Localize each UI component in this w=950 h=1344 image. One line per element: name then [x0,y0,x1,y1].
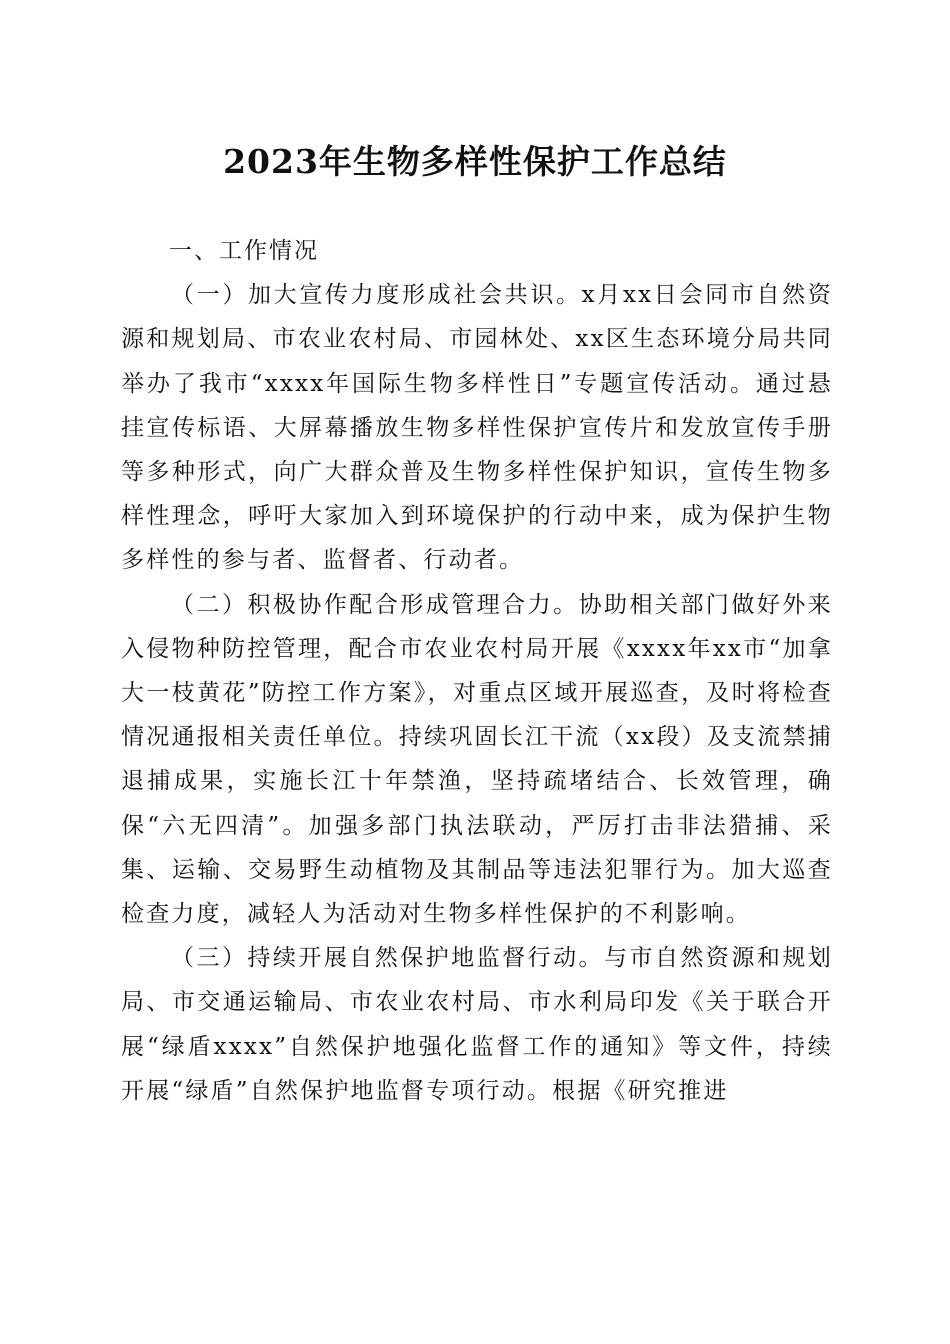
document-body [121,229,833,1113]
paragraph-cooperation [121,583,833,937]
document-title: 2023年生物多样性保护工作总结 [223,142,727,181]
paragraph-supervision [121,936,833,1113]
section-heading: 一、工作情况 [169,238,319,264]
paragraph-body: 协助相关部门做好外来入侵物种防控管理，配合市农业农村局开展《xxxx年xx市“加拿大一枝黄花”防控工作方案》，对重点区域开展巡查，及时将检查情况通报相关责任单位。持续巩固长江干流（xx段）及支流禁捕退捕成果，实施长江十年禁渔，坚持疏堵结合、长效管理，确保“六无四清”。加强多部门执法联动，严厉打击非法猎捕、采集、运输、交易野生动植物及其制品等违法犯罪行为。加大巡查检查力度，减轻人为活动对生物多样性保护的不利影响。 [121,591,834,928]
paragraph-lead: （三）持续开展自然保护地监督行动。 [171,945,605,972]
paragraph-publicity [121,273,833,582]
paragraph-lead: （二）积极协作配合形成管理合力。 [171,591,579,618]
paragraph-lead: （一）加大宣传力度形成社会共识。 [171,282,582,309]
paragraph-body: x月xx日会同市自然资源和规划局、市农业农村局、市园林处、xx区生态环境分局共同举办了我市“xxxx年国际生物多样性日”专题宣传活动。通过悬挂宣传标语、大屏幕播放生物多样性保护宣传片和发放宣传手册等多种形式，向广大群众普及生物多样性保护知识，宣传生物多样性理念，呼吁大家加入到环境保护的行动中来，成为保护生物多样性的参与者、监督者、行动者。 [121,282,833,574]
paragraph-body: 与市自然资源和规划局、市交通运输局、市农业农村局、市水利局印发《关于联合开展“绿盾xxxx”自然保护地强化监督工作的通知》等文件，持续开展“绿盾”自然保护地监督专项行动。根据《研究推进 [121,945,833,1104]
